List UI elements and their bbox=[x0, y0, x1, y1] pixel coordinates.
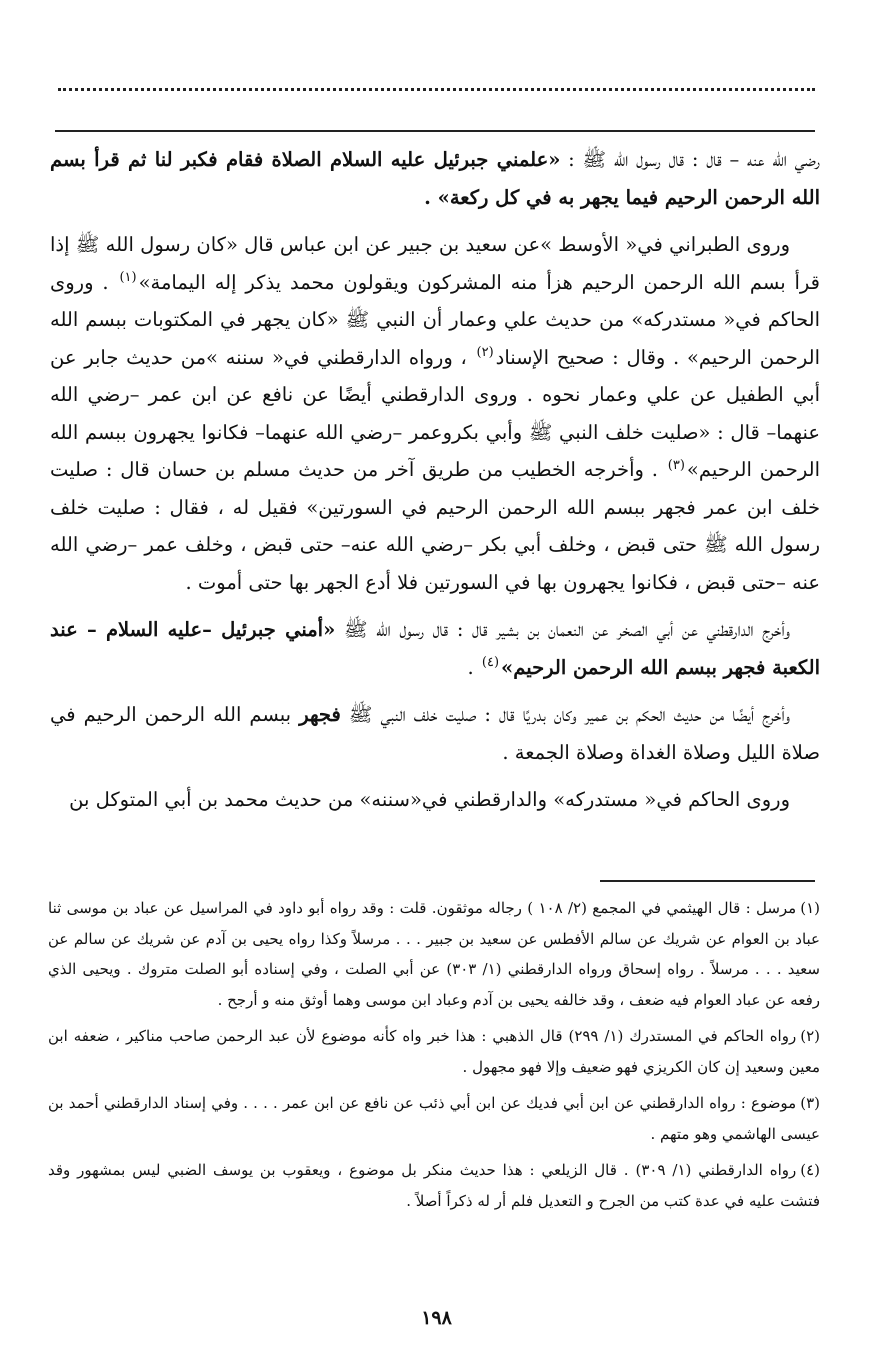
paragraph-5-text: وروى الحاكم في« مستدركه» والدارقطني في«سننه» من حديث محمد بن أبي المتوكل بن bbox=[69, 788, 790, 811]
footnote-1 bbox=[48, 893, 820, 1015]
footnote-ref-1: (١) bbox=[119, 270, 137, 285]
paragraph-2-text-d: . وأخرجه الخطيب من طريق آخر من حديث مسلم بن حسان قال : صليت خلف ابن عمر فجهر ببسم الله الرحمن الرحيم في السورتين» فقيل له ، فقال : صليت خلف رسول الله ﷺ حتى قبض ، وخلف أبي بكر –رضي الله عنه– حتى قبض ، وخلف عمر –رضي الله عنه –حتى قبض ، فكانوا يجهرون بها في السورتين فلا أدع الجهر بها حتى أموت . bbox=[50, 458, 820, 594]
paragraph-2-text-c: ، ورواه الدارقطني في« سننه »من حديث جابر عن أبي الطفيل عن علي وعمار نحوه . وروى الدارقطني أيضًا عن نافع عن ابن عمر –رضي الله عنهما– قال : «صليت خلف النبي ﷺ وأبي بكروعمر –رضي الله عنهما– فكانوا يجهرون ببسم الله الرحمن الرحيم» bbox=[50, 345, 820, 481]
paragraph-4-end: ببسم الله الرحمن الرحيم في صلاة الليل وصلاة الغداة وصلاة الجمعة . bbox=[50, 703, 820, 764]
page-number: ١٩٨ bbox=[421, 1307, 452, 1329]
paragraph-2 bbox=[50, 226, 820, 601]
hadith-quote-1: «علمني جبرئيل عليه السلام الصلاة فقام فكبر لنا ثم قرأ بسم الله الرحمن الرحيم فيما يجهر به في كل ركعة» . bbox=[50, 148, 820, 209]
footnote-ref-2: (٢) bbox=[476, 345, 494, 360]
paragraph-3 bbox=[50, 611, 820, 686]
footnote-3 bbox=[48, 1088, 820, 1149]
footnote-text: رواه الدارقطني (١/ ٣٠٩) . قال الزيلعي : هذا حديث منكر بل موضوع ، ويعقوب بن يوسف الضبي ليس بمشهور وقد فتشت عليه في عدة كتب من الجرح و التعديل فلم أر له ذكراً أصلاً . bbox=[48, 1161, 820, 1210]
paragraph-2-text-b: . وروى الحاكم في« مستدركه» من حديث علي وعمار أن النبي ﷺ «كان يجهر في المكتوبات ببسم الله الرحمن الرحيم» . وقال : صحيح الإسناد bbox=[50, 270, 820, 369]
hadith-quote-2: «أمني جبرئيل –عليه السلام – عند الكعبة فجهر ببسم الله الرحمن الرحيم» bbox=[50, 618, 820, 679]
footnote-ref-4: (٤) bbox=[481, 655, 500, 670]
footnote-text: رواه الحاكم في المستدرك (١/ ٢٩٩) قال الذهبي : هذا خبر واه كأنه موضوع لأن عبد الرحمن صاحب مناكير ، ضعفه ابن معين وسعيد إن كان الكريزي فهو ضعيف وإلا فهو مجهول . bbox=[48, 1027, 820, 1076]
footnote-text: مرسل : قال الهيثمي في المجمع (٢/ ١٠٨ ) رجاله موثقون. قلت : وقد رواه أبو داود في المراسيل عن عباد بن موسى ثنا عباد بن العوام عن شريك عن سالم الأفطس عن سعيد بن جبير . . . مرسلاً وكذا رواه يحيى بن آدم عن شريك عن سالم عن سعيد . . . مرسلاً . رواه إسحاق ورواه الدارقطني (١/ ٣٠٣) عن أبي الصلت ، وفي إسناده أبو الصلت متروك . ويحيى الذي رفعه عن عباد العوام فيه ضعف ، وقد خالفه يحيى بن آدم وعباد ابن موسى وهما أوثق منه و أرجح . bbox=[48, 899, 820, 1009]
footnote-separator bbox=[600, 880, 815, 882]
paragraph-5 bbox=[50, 781, 820, 819]
paragraph-2-text-a: وروى الطبراني في« الأوسط »عن سعيد بن جبير عن ابن عباس قال «كان رسول الله ﷺ إذا قرأ بسم الله الرحمن الرحيم هزأ منه المشركون ويقولون محمد يذكر إله اليمامة» bbox=[50, 233, 820, 294]
footnote-ref-3: (٣) bbox=[667, 457, 685, 473]
footnote-4 bbox=[48, 1155, 820, 1216]
footnote-number: (٤) bbox=[800, 1161, 821, 1179]
footnote-text: موضوع : رواه الدارقطني عن ابن أبي فديك عن ابن أبي ذئب عن نافع عن ابن عمر . . . . وفي إسناد الدارقطني أحمد بن عيسى الهاشمي وهو متهم . bbox=[48, 1094, 820, 1143]
footnote-number: (٢) bbox=[800, 1027, 820, 1045]
footnote-2 bbox=[48, 1021, 820, 1082]
footnote-number: (١) bbox=[800, 899, 820, 917]
main-text bbox=[50, 141, 820, 829]
paragraph-4 bbox=[50, 696, 820, 771]
footnote-number: (٣) bbox=[800, 1094, 820, 1112]
header-rule bbox=[55, 130, 815, 132]
paragraph-3-end: . bbox=[467, 655, 480, 679]
paragraph-3-text: وأخرج الدارقطني عن أبي الصخر عن النعمان بن بشير قال : قال رسول الله ﷺ bbox=[335, 618, 790, 641]
dotted-separator bbox=[58, 88, 815, 91]
footnotes bbox=[48, 893, 820, 1222]
paragraph-1-text: رضي الله عنه – قال : قال رسول الله ﷺ : bbox=[560, 148, 821, 171]
paragraph-1 bbox=[50, 141, 820, 216]
paragraph-4-bold: فجهر bbox=[299, 703, 341, 726]
paragraph-4-text: وأخرج أيضًا من حديث الحكم بن عمير وكان بدريًا قال : صليت خلف النبي ﷺ bbox=[340, 703, 790, 726]
